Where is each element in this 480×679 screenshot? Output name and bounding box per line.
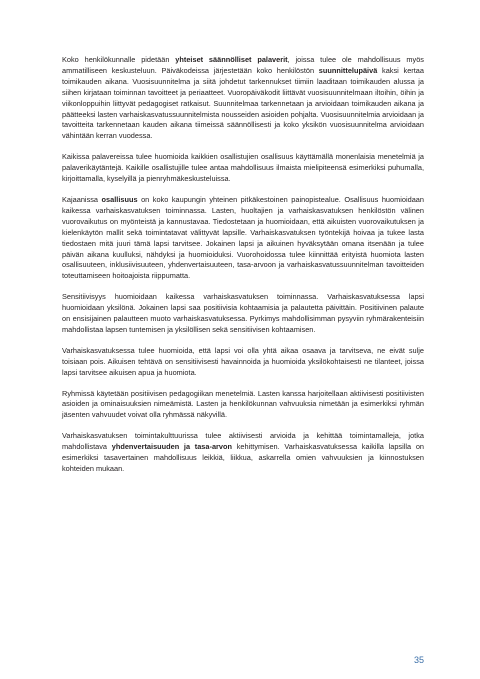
text-run: kaksi kertaa toimikauden aikana. Vuosisuunnitelma ja siitä johdetut tarkennukset tiimiin laaditaan toimikauden alussa ja siihen kirjataan toiminnan tavoitteet ja periaatteet. Vuoropäiväkodit liittävät vuosisuunnitelmaan iltoihin, öihin ja viikonloppuihin liittyvät pedagogiset ratkaisut. Suunnitelmaa tarkennetaan ja arvioidaan toimikauden aikana ja päätteeksi lasten varhaiskasvatussuunnitelmista nousseiden asioiden pohjalta. Vuosisuunnitelmia arvioidaan ja tavoitteita tarkennetaan kauden aikana tiimeissä säännöllisesti ja koko yksikön vuosisuunnitelma arvioidaan vähintään kerran vuodessa. [62,65,424,141]
bold-text-run: suunnittelupäivä [318,65,378,75]
paragraph-inclusion [62,195,424,282]
text-run: Koko henkilökunnalle pidetään [62,55,176,64]
paragraph-competent-and-needy [62,346,424,379]
body-text [62,55,424,485]
text-run: Varhaiskasvatuksen toimintakulttuurissa tulee aktiivisesti arvioida ja kehittää toimintamalleja, jotka mahdollistava [62,431,424,452]
text-run: Kaikissa palavereissa tulee huomioida kaikkien osallistujien osallisuus käyttämällä monenlaisia menetelmiä ja palaverikäytäntejä. Kaikille osallistujille tulee antaa mahdollisuus ilmaista mielipiteensä esimerkiksi puhumalla, kirjoittamalla, kyselyillä ja pienryhmäkeskusteluissa. [62,152,424,184]
text-run: Sensitiivisyys huomioidaan kaikessa varhaiskasvatuksen toiminnassa. Varhaiskasvatuksessa lapsi huomioidaan yksilönä. Jokainen lapsi saa positiivisia kohtaamisia ja palautetta päivittäin. Positiivinen palaute on ensisijainen palautteen muoto varhaiskasvatuksessa. Pyrkimys mahdollisimman pysyviin ryhmärakenteisiin mahdollistaa lapsen tuntemisen ja yksilöllisen sekä sensitiivisen kohtaamisen. [62,292,424,334]
text-run: Varhaiskasvatuksessa tulee huomioida, että lapsi voi olla yhtä aikaa osaava ja tarvitseva, ne eivät sulje toisiaan pois. Aikuisen tehtävä on sensitiivisesti havainnoida ja huomioida yksilökohtaisesti ne tilanteet, joissa lapsi tarvitsee aikuisen apua ja huomiota. [62,345,424,377]
text-run: kehittymisen. Varhaiskasvatuksessa kaikilla lapsilla on esimerkiksi tasavertainen mahdollisuus leikkiä, liikkua, askarrella omien vahvuuksien ja kiinnostuksen kohteiden mukaan. [62,442,425,473]
text-run: , joissa tulee ole mahdollisuus myös ammatilliseen keskusteluun. Päiväkodeissa järjestetään koko henkilöstön [62,55,424,75]
page-number: 35 [414,655,425,665]
bold-text-run: osallisuus [101,194,138,204]
paragraph-sensitivity [62,292,424,336]
bold-text-run: yhdenvertaisuuden ja tasa-arvon [111,442,233,452]
paragraph-meetings [62,55,424,142]
paragraph-meeting-participation [62,152,424,185]
bold-text-run: yhteiset säännölliset palaverit [175,55,288,64]
text-run: Ryhmissä käytetään positiivisen pedagogiikan menetelmiä. Lasten kanssa harjoitellaan aktiivisesti positiivisten asioiden ja ominaisuuksien nimeämistä. Lasten ja henkilökunnan vahvuuksia nimetään ja esimerkiksi ryhmän jäsenten vahvuudet voivat olla ryhmässä näkyvillä. [62,388,424,420]
paragraph-equality [62,431,424,475]
text-run: Kajaanissa [62,194,102,204]
paragraph-positive-pedagogy [62,389,424,422]
text-run: on koko kaupungin yhteinen pitkäkestoinen painopistealue. Osallisuus huomioidaan kaikessa varhaiskasvatuksen toiminnassa. Lasten, huoltajien ja varhaiskasvatuksen henkilöstön välinen vuorovaikutus on myönteistä ja kannustavaa. Tiedostetaan ja huomioidaan, että aikuisten vuorovaikutuksen ja kielenkäytön mallit sekä toimintatavat välittyvät lapsille. Varhaiskasvatuksen työntekijä hoivaa ja tukee lasta tiedostaen mitä juuri tämä lapsi tarvitsee. Jokainen lapsi ja aikuinen hyväksytään omana itsenään ja tulee päivän aikana kuulluksi, nähdyksi ja huomioiduksi. Vuorohoidossa tulee kiinnittää erityistä huomiota lasten osallisuuteen, inklusiivisuuteen, yhdenvertaisuuteen, tasa-arvoon ja varhaiskasvatussuunnitelman tavoitteiden toteuttamiseen hoitoajoista riippumatta. [62,194,424,281]
